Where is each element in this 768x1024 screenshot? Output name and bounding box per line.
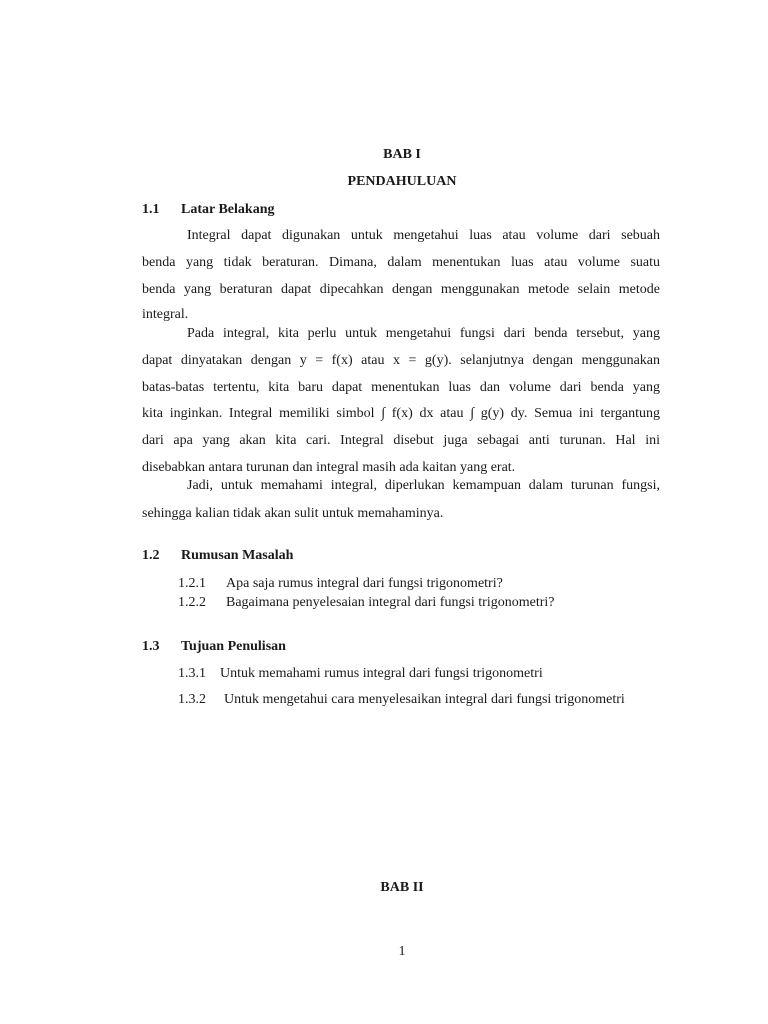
section-heading-1-3 bbox=[142, 639, 286, 655]
paragraph-line: batas-batas tertentu, kita baru dapat menentukan luas dan volume dari benda yang bbox=[142, 380, 660, 395]
chapter-label: BAB II bbox=[380, 880, 424, 895]
paragraph-line: integral. bbox=[142, 307, 189, 322]
section-number: 1.1 bbox=[142, 202, 160, 217]
list-item-number: 1.3.1 bbox=[178, 666, 206, 681]
section-title: Rumusan Masalah bbox=[181, 548, 294, 563]
section-number: 1.3 bbox=[142, 639, 160, 654]
section-number: 1.2 bbox=[142, 548, 160, 563]
list-item-text: Untuk mengetahui cara menyelesaikan integral dari fungsi trigonometri bbox=[224, 692, 625, 707]
section-title: Tujuan Penulisan bbox=[181, 639, 286, 654]
list-item-number: 1.2.1 bbox=[178, 576, 206, 591]
paragraph-line: Jadi, untuk memahami integral, diperlukan kemampuan dalam turunan fungsi, bbox=[187, 478, 660, 493]
section-title: Latar Belakang bbox=[181, 202, 275, 217]
paragraph-line: Pada integral, kita perlu untuk mengetahui fungsi dari benda tersebut, yang bbox=[187, 326, 660, 341]
list-item bbox=[178, 576, 503, 592]
section-heading-1-1 bbox=[142, 202, 274, 218]
list-item bbox=[178, 692, 625, 708]
paragraph-line: benda yang tidak beraturan. Dimana, dalam menentukan luas atau volume suatu bbox=[142, 255, 660, 270]
list-item-number: 1.2.2 bbox=[178, 595, 206, 610]
paragraph-line: Integral dapat digunakan untuk mengetahui luas atau volume dari sebuah bbox=[187, 228, 660, 243]
paragraph-line: dapat dinyatakan dengan y = f(x) atau x = g(y). selanjutnya dengan menggunakan bbox=[142, 353, 660, 368]
list-item-number: 1.3.2 bbox=[178, 692, 206, 707]
list-item-text: Apa saja rumus integral dari fungsi trigonometri? bbox=[226, 576, 503, 591]
paragraph-line: disebabkan antara turunan dan integral masih ada kaitan yang erat. bbox=[142, 460, 516, 475]
chapter-title: PENDAHULUAN bbox=[347, 174, 457, 189]
list-item-text: Bagaimana penyelesaian integral dari fungsi trigonometri? bbox=[226, 595, 555, 610]
paragraph-line: benda yang beraturan dapat dipecahkan dengan menggunakan metode selain metode bbox=[142, 282, 660, 297]
page-number: 1 bbox=[398, 944, 406, 959]
paragraph-line: kita inginkan. Integral memiliki simbol ∫ f(x) dx atau ∫ g(y) dy. Semua ini tergantung bbox=[142, 406, 660, 421]
list-item bbox=[178, 595, 555, 611]
paragraph-line: dari apa yang akan kita cari. Integral disebut juga sebagai anti turunan. Hal ini bbox=[142, 433, 660, 448]
section-heading-1-2 bbox=[142, 548, 293, 564]
paragraph-line: sehingga kalian tidak akan sulit untuk memahaminya. bbox=[142, 506, 444, 521]
list-item-text: Untuk memahami rumus integral dari fungsi trigonometri bbox=[220, 666, 543, 681]
chapter-label: BAB I bbox=[383, 147, 421, 162]
list-item bbox=[178, 666, 543, 682]
